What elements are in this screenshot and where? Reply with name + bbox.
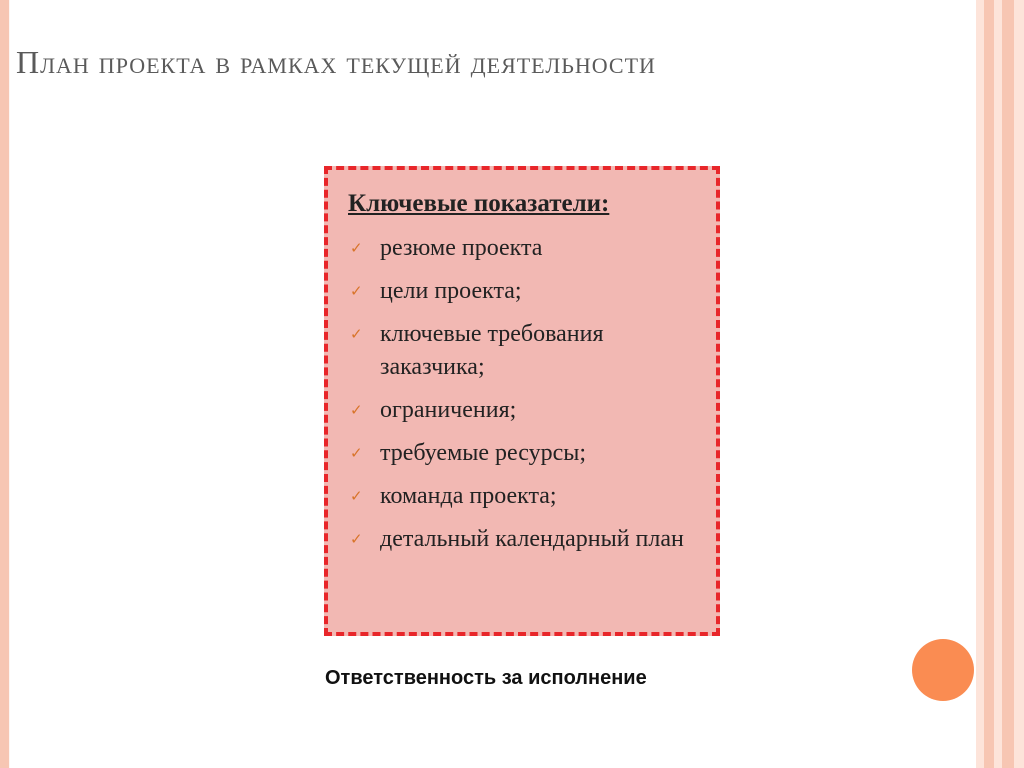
right-stripe <box>984 0 994 768</box>
check-icon: ✓ <box>350 325 363 343</box>
right-stripe <box>1002 0 1014 768</box>
right-stripe <box>1014 0 1024 768</box>
list-item <box>348 275 708 308</box>
check-icon: ✓ <box>350 239 363 257</box>
right-stripe <box>976 0 984 768</box>
list-item-text: требуемые ресурсы; <box>380 440 587 466</box>
caption: Ответственность за исполнение <box>325 667 647 689</box>
list-item <box>348 232 708 265</box>
list-item <box>348 394 708 427</box>
left-decorative-stripe <box>0 0 9 768</box>
list-item <box>348 437 708 470</box>
check-icon: ✓ <box>350 282 363 300</box>
list-item-text: резюме проекта <box>380 235 543 261</box>
check-icon: ✓ <box>350 530 363 548</box>
right-stripe <box>994 0 1002 768</box>
list-item <box>348 318 708 384</box>
slide-title: План проекта в рамках текущей деятельности <box>16 44 656 80</box>
list-item-text: ключевые требования заказчика; <box>380 321 604 380</box>
right-decorative-stripes <box>976 0 1024 768</box>
list-item-text: цели проекта; <box>380 278 522 304</box>
indicator-list <box>348 232 708 566</box>
box-heading: Ключевые показатели: <box>348 190 610 217</box>
list-item <box>348 480 708 513</box>
list-item <box>348 523 708 556</box>
list-item-text: детальный календарный план <box>380 526 684 552</box>
check-icon: ✓ <box>350 444 363 462</box>
decorative-circle <box>912 639 974 701</box>
list-item-text: ограничения; <box>380 397 517 423</box>
list-item-text: команда проекта; <box>380 483 557 509</box>
check-icon: ✓ <box>350 401 363 419</box>
check-icon: ✓ <box>350 487 363 505</box>
key-indicators-box <box>324 166 720 636</box>
